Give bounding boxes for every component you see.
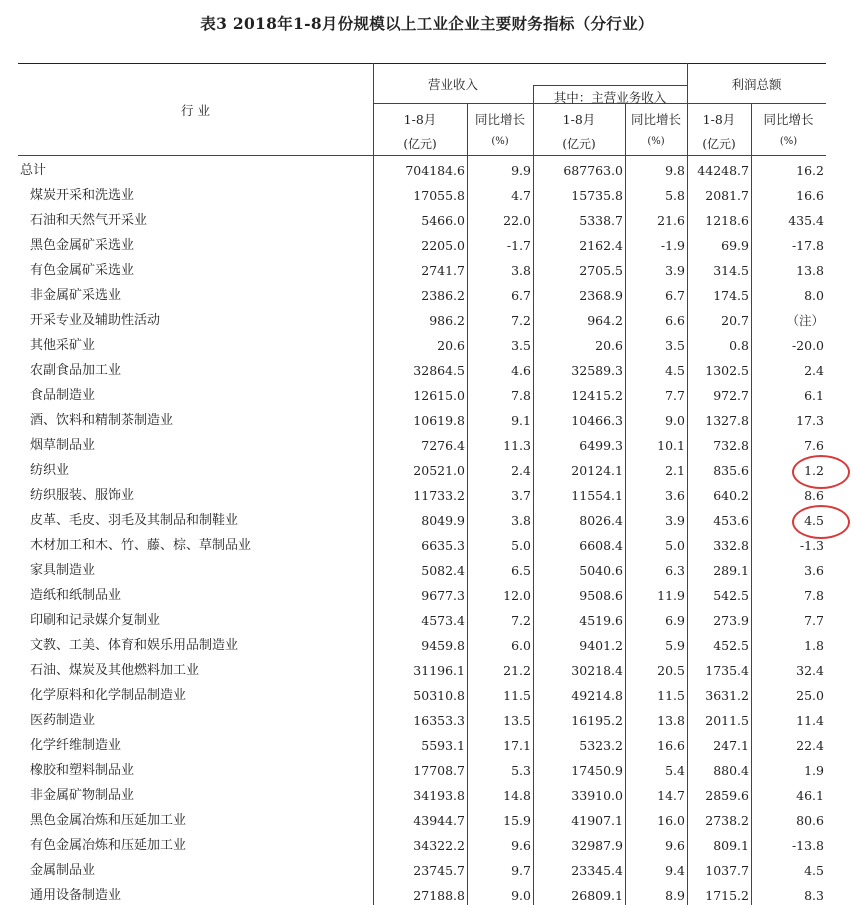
header-main-business: 其中：主营业务收入 <box>553 90 667 105</box>
cell-profit-g: 3.6 <box>804 563 824 578</box>
cell-rev-g: 11.5 <box>503 688 531 703</box>
cell-rev: 2205.0 <box>421 238 465 253</box>
cell-profit-g: 46.1 <box>796 788 824 803</box>
cell-profit-g: -13.8 <box>791 838 824 853</box>
cell-main-g: 14.7 <box>657 788 685 803</box>
row-industry-name: 有色金属矿采选业 <box>30 263 135 278</box>
table-title: 表3 2018年1-8月份规模以上工业企业主要财务指标（分行业） <box>200 14 654 33</box>
cell-profit: 640.2 <box>713 488 749 503</box>
row-industry-name: 黑色金属冶炼和压延加工业 <box>30 813 187 828</box>
cell-rev-g: 15.9 <box>503 813 531 828</box>
cell-profit: 835.6 <box>713 463 749 478</box>
cell-rev: 10619.8 <box>413 413 465 428</box>
cell-rev-g: 14.8 <box>503 788 531 803</box>
table-row <box>18 733 826 758</box>
cell-profit: 1735.4 <box>705 663 749 678</box>
cell-rev: 17055.8 <box>413 188 465 203</box>
cell-main-g: 5.8 <box>665 188 685 203</box>
cell-main-g: 6.6 <box>665 313 685 328</box>
row-industry-name: 医药制造业 <box>30 713 96 728</box>
cell-rev-g: 6.7 <box>511 288 531 303</box>
cell-profit-g: 17.3 <box>796 413 824 428</box>
row-industry-name: 皮革、毛皮、羽毛及其制品和制鞋业 <box>30 513 239 528</box>
cell-rev-g: 22.0 <box>503 213 531 228</box>
cell-rev: 16353.3 <box>413 713 465 728</box>
header-yoy: 同比增长 <box>474 112 525 127</box>
cell-rev-g: 7.2 <box>511 313 531 328</box>
cell-main-g: 6.3 <box>665 563 685 578</box>
cell-rev: 17708.7 <box>413 763 465 778</box>
cell-rev-g: 9.1 <box>511 413 531 428</box>
cell-rev-g: 3.8 <box>511 263 531 278</box>
cell-main: 2368.9 <box>579 288 623 303</box>
cell-rev: 5593.1 <box>421 738 465 753</box>
cell-rev: 43944.7 <box>413 813 465 828</box>
header-industry: 行 业 <box>181 103 210 118</box>
cell-main: 32987.9 <box>571 838 623 853</box>
cell-profit: 332.8 <box>713 538 749 553</box>
table-row <box>18 883 826 908</box>
cell-rev: 9459.8 <box>421 638 465 653</box>
cell-profit: 273.9 <box>713 613 749 628</box>
cell-rev: 7276.4 <box>421 438 465 453</box>
table-row <box>18 683 826 708</box>
header-unit: (亿元) <box>403 137 437 151</box>
table-row <box>18 308 826 333</box>
cell-main: 5323.2 <box>579 738 623 753</box>
table-row <box>18 508 826 533</box>
cell-main: 9401.2 <box>579 638 623 653</box>
header-bottom-rule <box>18 155 826 156</box>
row-industry-name: 石油和天然气开采业 <box>30 213 148 228</box>
cell-main: 6608.4 <box>579 538 623 553</box>
cell-main-g: 16.6 <box>657 738 685 753</box>
table-row <box>18 458 826 483</box>
cell-rev-g: 17.1 <box>503 738 531 753</box>
header-unit: (亿元) <box>562 137 596 151</box>
header-pct: (%) <box>647 136 665 147</box>
cell-profit-g: 22.4 <box>796 738 824 753</box>
cell-main: 32589.3 <box>571 363 623 378</box>
cell-main-g: 11.5 <box>657 688 685 703</box>
cell-profit: 452.5 <box>713 638 749 653</box>
row-industry-name: 黑色金属矿采选业 <box>30 238 135 253</box>
table-row <box>18 408 826 433</box>
cell-rev-g: 11.3 <box>503 438 531 453</box>
cell-rev: 12615.0 <box>413 388 465 403</box>
header-revenue: 营业收入 <box>427 77 478 92</box>
cell-main-g: 5.9 <box>665 638 685 653</box>
row-industry-name: 印刷和记录媒介复制业 <box>30 613 161 628</box>
cell-profit-g: 16.2 <box>796 163 824 178</box>
cell-rev-g: 5.0 <box>511 538 531 553</box>
cell-main: 41907.1 <box>571 813 623 828</box>
cell-profit: 1715.2 <box>705 888 749 903</box>
cell-main: 9508.6 <box>579 588 623 603</box>
row-industry-name: 开采专业及辅助性活动 <box>30 313 161 328</box>
cell-profit: 2859.6 <box>705 788 749 803</box>
cell-profit-g: -1.3 <box>799 538 824 553</box>
cell-main-g: 7.7 <box>665 388 685 403</box>
cell-rev: 986.2 <box>429 313 465 328</box>
row-industry-name: 化学原料和化学制品制造业 <box>30 688 187 703</box>
cell-profit: 69.9 <box>721 238 749 253</box>
cell-rev: 34193.8 <box>413 788 465 803</box>
table-row <box>18 783 826 808</box>
header-unit: (亿元) <box>702 137 736 151</box>
cell-rev: 11733.2 <box>413 488 465 503</box>
cell-rev-g: 3.7 <box>511 488 531 503</box>
cell-rev-g: 3.8 <box>511 513 531 528</box>
cell-profit: 20.7 <box>721 313 749 328</box>
cell-rev-g: 6.0 <box>511 638 531 653</box>
cell-profit-g: 11.4 <box>796 713 824 728</box>
cell-profit: 2081.7 <box>705 188 749 203</box>
table-row <box>18 708 826 733</box>
row-industry-name: 有色金属冶炼和压延加工业 <box>30 838 187 853</box>
cell-main-g: 5.0 <box>665 538 685 553</box>
cell-profit: 314.5 <box>713 263 749 278</box>
row-industry-name: 金属制品业 <box>30 863 96 878</box>
cell-profit: 247.1 <box>713 738 749 753</box>
header-period: 1-8月 <box>562 112 596 127</box>
row-industry-name: 文教、工美、体育和娱乐用品制造业 <box>30 638 239 653</box>
table-row <box>18 283 826 308</box>
cell-profit-g: 32.4 <box>796 663 824 678</box>
cell-profit-g: 1.9 <box>804 763 824 778</box>
cell-main-g: 20.5 <box>657 663 685 678</box>
cell-main-g: 3.6 <box>665 488 685 503</box>
cell-profit: 542.5 <box>713 588 749 603</box>
cell-profit-g: 25.0 <box>796 688 824 703</box>
cell-profit-g: 80.6 <box>796 813 824 828</box>
table-row <box>18 658 826 683</box>
cell-rev: 20.6 <box>437 338 465 353</box>
table-row <box>18 433 826 458</box>
row-industry-name: 化学纤维制造业 <box>30 738 122 753</box>
cell-main: 5040.6 <box>579 563 623 578</box>
header-profit: 利润总额 <box>731 77 782 92</box>
table-top-rule <box>18 63 826 64</box>
cell-main: 2705.5 <box>579 263 623 278</box>
cell-rev-g: 4.6 <box>511 363 531 378</box>
cell-rev-g: 9.9 <box>511 163 531 178</box>
cell-rev: 23745.7 <box>413 863 465 878</box>
cell-profit-g: 8.0 <box>804 288 824 303</box>
cell-rev: 8049.9 <box>421 513 465 528</box>
cell-main-g: 9.6 <box>665 838 685 853</box>
cell-rev: 2386.2 <box>421 288 465 303</box>
table-row <box>18 158 826 183</box>
cell-main: 23345.4 <box>571 863 623 878</box>
cell-rev-g: 7.8 <box>511 388 531 403</box>
cell-profit-g: 7.8 <box>804 588 824 603</box>
cell-main: 2162.4 <box>579 238 623 253</box>
cell-profit: 2738.2 <box>705 813 749 828</box>
row-industry-name: 橡胶和塑料制品业 <box>30 763 135 778</box>
cell-rev: 5082.4 <box>421 563 465 578</box>
cell-profit: 1327.8 <box>705 413 749 428</box>
table-row <box>18 208 826 233</box>
cell-main-g: 8.9 <box>665 888 685 903</box>
header-period: 1-8月 <box>702 112 736 127</box>
cell-rev-g: 9.6 <box>511 838 531 853</box>
cell-main-g: 5.4 <box>665 763 685 778</box>
cell-rev-g: 4.7 <box>511 188 531 203</box>
cell-main-g: 13.8 <box>657 713 685 728</box>
cell-rev: 2741.7 <box>421 263 465 278</box>
cell-main-g: 9.0 <box>665 413 685 428</box>
cell-main: 33910.0 <box>571 788 623 803</box>
cell-profit-g: 7.6 <box>804 438 824 453</box>
cell-rev: 32864.5 <box>413 363 465 378</box>
table-row <box>18 633 826 658</box>
cell-profit: 289.1 <box>713 563 749 578</box>
row-industry-name: 酒、饮料和精制茶制造业 <box>30 413 174 428</box>
cell-profit: 0.8 <box>729 338 749 353</box>
cell-main-g: 9.8 <box>665 163 685 178</box>
table-row <box>18 808 826 833</box>
cell-rev-g: 2.4 <box>511 463 531 478</box>
table-row <box>18 383 826 408</box>
header-yoy: 同比增长 <box>630 112 681 127</box>
cell-main-g: 6.9 <box>665 613 685 628</box>
cell-main: 20124.1 <box>571 463 623 478</box>
row-industry-name: 纺织业 <box>30 463 70 478</box>
cell-profit-g: 2.4 <box>804 363 824 378</box>
cell-main-g: 21.6 <box>657 213 685 228</box>
cell-main: 16195.2 <box>571 713 623 728</box>
cell-profit-g: 4.5 <box>804 863 824 878</box>
cell-rev-g: 6.5 <box>511 563 531 578</box>
cell-profit-g: -17.8 <box>791 238 824 253</box>
table-row <box>18 483 826 508</box>
cell-rev: 20521.0 <box>413 463 465 478</box>
row-industry-name: 总计 <box>20 163 47 178</box>
table-row <box>18 758 826 783</box>
cell-profit: 453.6 <box>713 513 749 528</box>
cell-main-g: 10.1 <box>657 438 685 453</box>
cell-profit: 3631.2 <box>705 688 749 703</box>
cell-profit: 1218.6 <box>705 213 749 228</box>
row-industry-name: 烟草制品业 <box>30 438 96 453</box>
cell-profit: 2011.5 <box>705 713 749 728</box>
cell-profit-g: 16.6 <box>796 188 824 203</box>
cell-rev: 5466.0 <box>421 213 465 228</box>
cell-main-g: -1.9 <box>660 238 685 253</box>
cell-rev: 4573.4 <box>421 613 465 628</box>
cell-main: 5338.7 <box>579 213 623 228</box>
cell-rev-g: 21.2 <box>503 663 531 678</box>
cell-rev: 50310.8 <box>413 688 465 703</box>
cell-profit: 732.8 <box>713 438 749 453</box>
cell-main-g: 9.4 <box>665 863 685 878</box>
cell-profit-g: 8.6 <box>804 488 824 503</box>
row-industry-name: 食品制造业 <box>30 388 96 403</box>
cell-rev-g: 7.2 <box>511 613 531 628</box>
cell-rev: 27188.8 <box>413 888 465 903</box>
cell-main-g: 3.5 <box>665 338 685 353</box>
cell-profit: 809.1 <box>713 838 749 853</box>
cell-main-g: 3.9 <box>665 263 685 278</box>
cell-rev-g: 12.0 <box>503 588 531 603</box>
cell-rev: 31196.1 <box>413 663 465 678</box>
cell-profit-g: 1.2 <box>804 463 824 478</box>
row-industry-name: 农副食品加工业 <box>30 363 122 378</box>
row-industry-name: 其他采矿业 <box>30 338 96 353</box>
table-row <box>18 333 826 358</box>
cell-main: 12415.2 <box>571 388 623 403</box>
cell-rev-g: 9.7 <box>511 863 531 878</box>
cell-rev-g: -1.7 <box>506 238 531 253</box>
cell-profit-g: （注） <box>786 313 824 328</box>
cell-main-g: 11.9 <box>657 588 685 603</box>
cell-main-g: 3.9 <box>665 513 685 528</box>
table-row <box>18 533 826 558</box>
cell-main: 20.6 <box>595 338 623 353</box>
cell-rev: 9677.3 <box>421 588 465 603</box>
cell-rev-g: 5.3 <box>511 763 531 778</box>
cell-profit-g: 1.8 <box>804 638 824 653</box>
cell-profit-g: -20.0 <box>791 338 824 353</box>
row-industry-name: 非金属矿采选业 <box>30 288 122 303</box>
cell-main: 6499.3 <box>579 438 623 453</box>
cell-profit: 1037.7 <box>705 863 749 878</box>
cell-main-g: 2.1 <box>665 463 685 478</box>
cell-main: 11554.1 <box>571 488 623 503</box>
divider <box>533 85 687 86</box>
table-row <box>18 558 826 583</box>
cell-main: 26809.1 <box>571 888 623 903</box>
cell-profit-g: 6.1 <box>804 388 824 403</box>
cell-main: 687763.0 <box>563 163 623 178</box>
table-row <box>18 183 826 208</box>
cell-main-g: 16.0 <box>657 813 685 828</box>
cell-profit-g: 435.4 <box>788 213 824 228</box>
cell-main-g: 6.7 <box>665 288 685 303</box>
table-row <box>18 858 826 883</box>
cell-main: 10466.3 <box>571 413 623 428</box>
cell-profit: 880.4 <box>713 763 749 778</box>
cell-rev-g: 9.0 <box>511 888 531 903</box>
cell-main: 4519.6 <box>579 613 623 628</box>
cell-rev: 704184.6 <box>405 163 465 178</box>
table-row <box>18 358 826 383</box>
row-industry-name: 木材加工和木、竹、藤、棕、草制品业 <box>30 538 252 553</box>
cell-main: 49214.8 <box>571 688 623 703</box>
table-row <box>18 833 826 858</box>
table-row <box>18 583 826 608</box>
cell-profit-g: 8.3 <box>804 888 824 903</box>
cell-main: 17450.9 <box>571 763 623 778</box>
header-pct: (%) <box>779 136 798 147</box>
row-industry-name: 造纸和纸制品业 <box>30 588 122 603</box>
row-industry-name: 石油、煤炭及其他燃料加工业 <box>30 663 200 678</box>
cell-profit-g: 4.5 <box>804 513 824 528</box>
cell-profit-g: 13.8 <box>796 263 824 278</box>
header-yoy: 同比增长 <box>763 112 814 127</box>
cell-profit: 44248.7 <box>697 163 749 178</box>
row-industry-name: 非金属矿物制品业 <box>30 788 135 803</box>
cell-profit: 1302.5 <box>705 363 749 378</box>
header-period: 1-8月 <box>403 112 437 127</box>
cell-rev-g: 3.5 <box>511 338 531 353</box>
cell-main: 964.2 <box>587 313 623 328</box>
table-row <box>18 233 826 258</box>
row-industry-name: 通用设备制造业 <box>30 888 122 903</box>
cell-main: 15735.8 <box>571 188 623 203</box>
cell-main: 8026.4 <box>579 513 623 528</box>
cell-rev: 6635.3 <box>421 538 465 553</box>
header-pct: (%) <box>491 136 509 147</box>
row-industry-name: 煤炭开采和洗选业 <box>30 188 135 203</box>
cell-rev-g: 13.5 <box>503 713 531 728</box>
cell-main: 30218.4 <box>571 663 623 678</box>
table-row <box>18 258 826 283</box>
row-industry-name: 家具制造业 <box>30 563 96 578</box>
cell-profit: 174.5 <box>713 288 749 303</box>
cell-profit-g: 7.7 <box>804 613 824 628</box>
cell-main-g: 4.5 <box>665 363 685 378</box>
row-industry-name: 纺织服装、服饰业 <box>30 488 135 503</box>
cell-profit: 972.7 <box>713 388 749 403</box>
cell-rev: 34322.2 <box>413 838 465 853</box>
table-row <box>18 608 826 633</box>
